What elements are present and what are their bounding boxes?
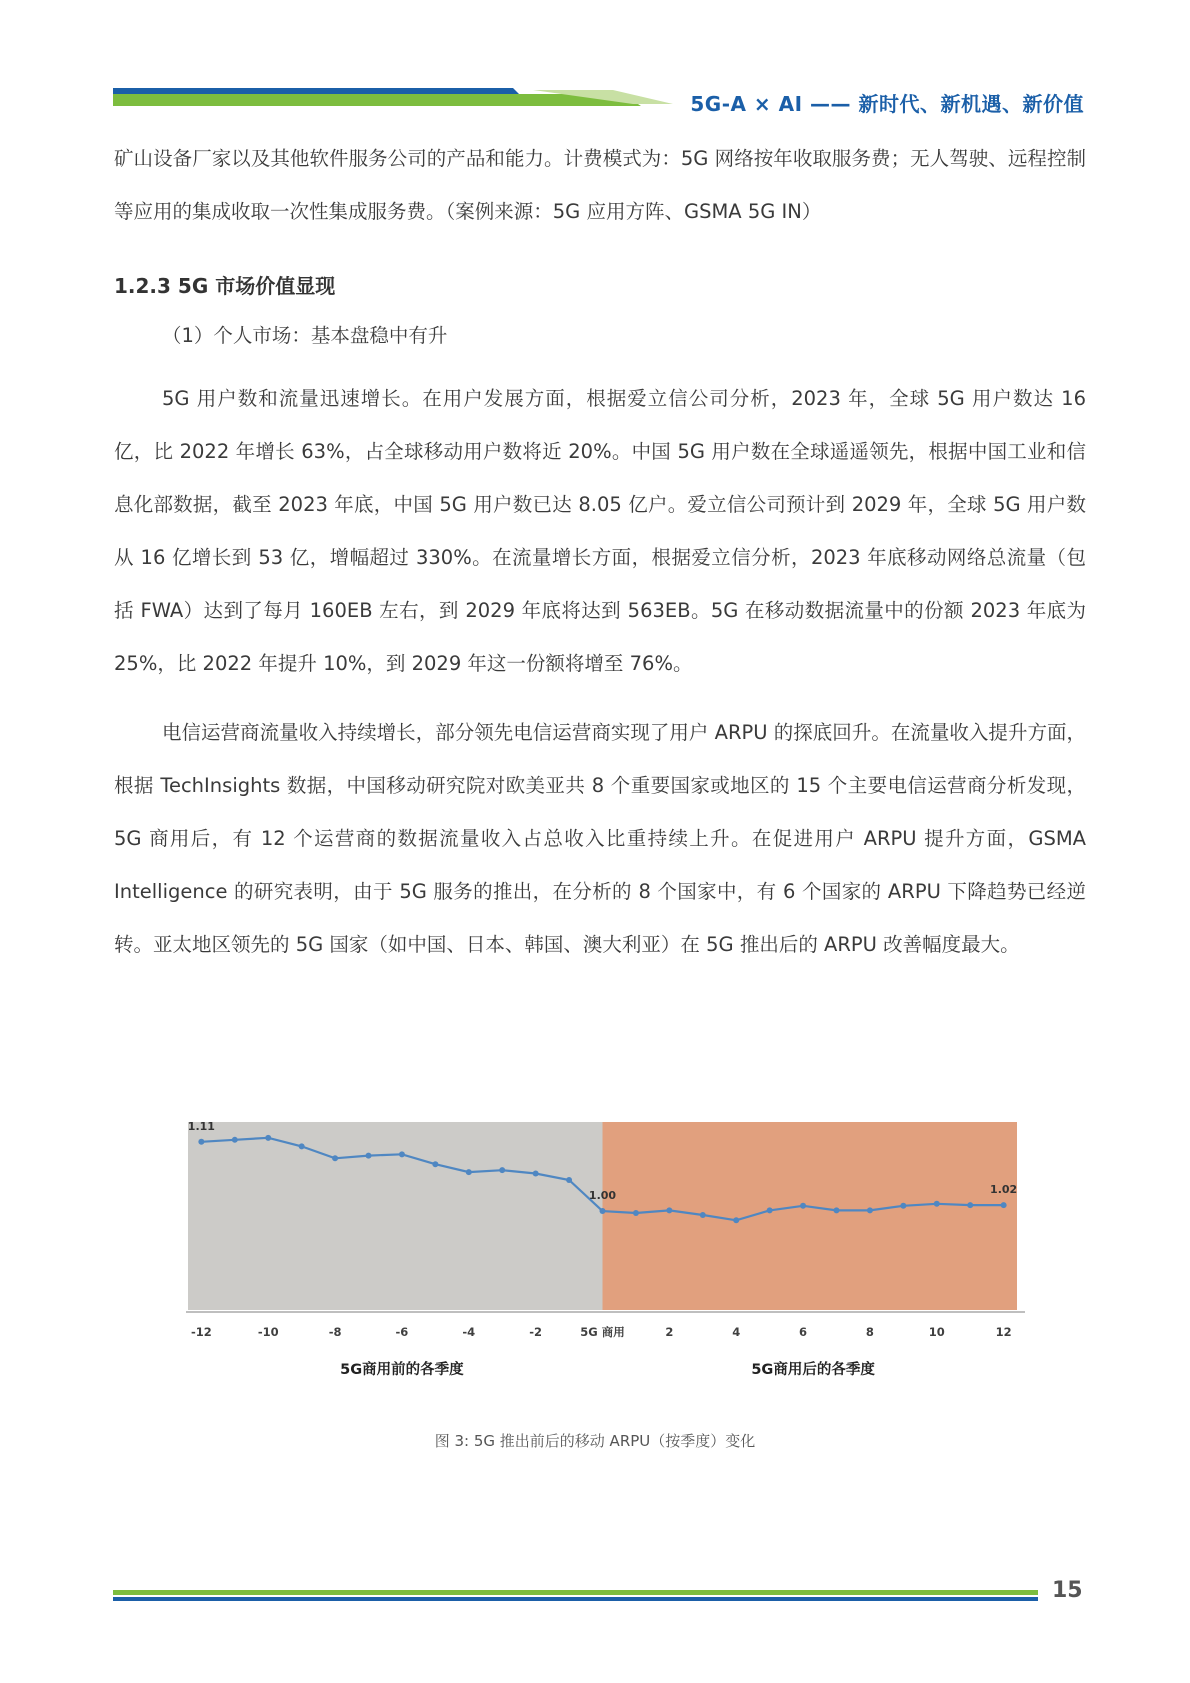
data-point xyxy=(533,1170,539,1176)
paragraph-users: 5G 用户数和流量迅速增长。在用户发展方面，根据爱立信公司分析，2023 年，全球 5G 用户数达 16 亿，比 2022 年增长 63%，占全球移动用户数将近 20%。中国 5G 用户数在全球遥遥领先，根据中国工业和信息化部数据，截至 2023 年底，中国 5G 用户数已达 8.05 亿户。爱立信公司预计到 2029 年，全球 5G 用户数从 16 亿增长到 53 亿，增幅超过 330%。在流量增长方面，根据爱立信分析，2023 年底移动网络总流量（包括 FWA）达到了每月 160EB 左右，到 2029 年底将达到 563EB。5G 在移动数据流量中的份额 2023 年底为 25%，比 2022 年提升 10%，到 2029 年这一份额将增至 76%。 xyxy=(114,387,1086,675)
body-content xyxy=(114,132,1086,971)
data-point xyxy=(198,1139,204,1145)
data-point xyxy=(232,1137,238,1143)
data-point xyxy=(499,1167,505,1173)
data-label: 1.02 xyxy=(990,1183,1018,1197)
paragraph-intro: 矿山设备厂家以及其他软件服务公司的产品和能力。计费模式为：5G 网络按年收取服务费；无人驾驶、远程控制等应用的集成收取一次性集成服务费。（案例来源：5G 应用方阵、GSMA 5G IN） xyxy=(114,147,1086,223)
figure-caption: 图 3: 5G 推出前后的移动 ARPU（按季度）变化 xyxy=(434,1432,756,1450)
arpu-line-chart xyxy=(180,1112,1030,1392)
data-point xyxy=(666,1207,672,1213)
subsection-title: （1）个人市场：基本盘稳中有升 xyxy=(162,324,448,347)
x-tick-label: 10 xyxy=(928,1325,945,1339)
x-tick-label: -8 xyxy=(328,1325,342,1339)
data-point xyxy=(432,1161,438,1167)
section-title: 1.2.3 5G 市场价值显现 xyxy=(114,274,336,298)
data-point xyxy=(700,1212,706,1218)
x-tick-label: 4 xyxy=(732,1325,741,1339)
data-point xyxy=(633,1210,639,1216)
data-point xyxy=(366,1153,372,1159)
x-tick-label: -6 xyxy=(395,1325,409,1339)
header-bar-green xyxy=(113,94,641,106)
footer-decoration xyxy=(113,1590,1038,1604)
data-point xyxy=(566,1177,572,1183)
page-number: 15 xyxy=(1052,1578,1083,1603)
data-point xyxy=(332,1155,338,1161)
data-point xyxy=(265,1135,271,1141)
x-tick-label: -2 xyxy=(529,1325,543,1339)
footer-bar-blue xyxy=(113,1597,1038,1601)
x-tick-label: 5G 商用 xyxy=(580,1325,625,1339)
region-before-5g xyxy=(187,1119,603,1310)
x-tick-label: -10 xyxy=(257,1325,279,1339)
data-point xyxy=(600,1208,606,1214)
x-tick-label: 12 xyxy=(995,1325,1012,1339)
x-tick-label: 2 xyxy=(665,1325,674,1339)
x-tick-label: 6 xyxy=(799,1325,808,1339)
x-tick-label: -12 xyxy=(190,1325,212,1339)
header-title: 5G-A × AI —— 新时代、新机遇、新价值 xyxy=(690,92,1084,116)
x-tick-label: -4 xyxy=(462,1325,476,1339)
region-label-before: 5G商用前的各季度 xyxy=(340,1362,464,1378)
paragraph-arpu: 电信运营商流量收入持续增长，部分领先电信运营商实现了用户 ARPU 的探底回升。在流量收入提升方面，根据 TechInsights 数据，中国移动研究院对欧美亚共 8 个重要国家或地区的 15 个主要电信运营商分析发现，5G 商用后，有 12 个运营商的数据流量收入占总收入比重持续上升。在促进用户 ARPU 提升方面，GSMA Intelligence 的研究表明，由于 5G 服务的推出，在分析的 8 个国家中，有 6 个国家的 ARPU 下降趋势已经逆转。亚太地区领先的 5G 国家（如中国、日本、韩国、澳大利亚）在 5G 推出后的 ARPU 改善幅度最大。 xyxy=(114,721,1086,956)
data-point xyxy=(733,1217,739,1223)
region-label-after: 5G商用后的各季度 xyxy=(751,1362,875,1378)
data-point xyxy=(299,1143,305,1149)
data-point xyxy=(1001,1202,1007,1208)
data-label: 1.11 xyxy=(187,1119,215,1133)
footer-bar-green xyxy=(113,1590,1038,1595)
data-point xyxy=(900,1203,906,1209)
region-after-5g xyxy=(603,1122,1018,1310)
data-point xyxy=(800,1203,806,1209)
data-point xyxy=(967,1202,973,1208)
data-label: 1.00 xyxy=(588,1189,617,1203)
data-point xyxy=(934,1201,940,1207)
data-point xyxy=(466,1169,472,1175)
data-point xyxy=(767,1207,773,1213)
data-point xyxy=(833,1207,839,1213)
data-point xyxy=(399,1151,405,1157)
x-tick-label: 8 xyxy=(865,1325,874,1339)
data-point xyxy=(867,1207,873,1213)
